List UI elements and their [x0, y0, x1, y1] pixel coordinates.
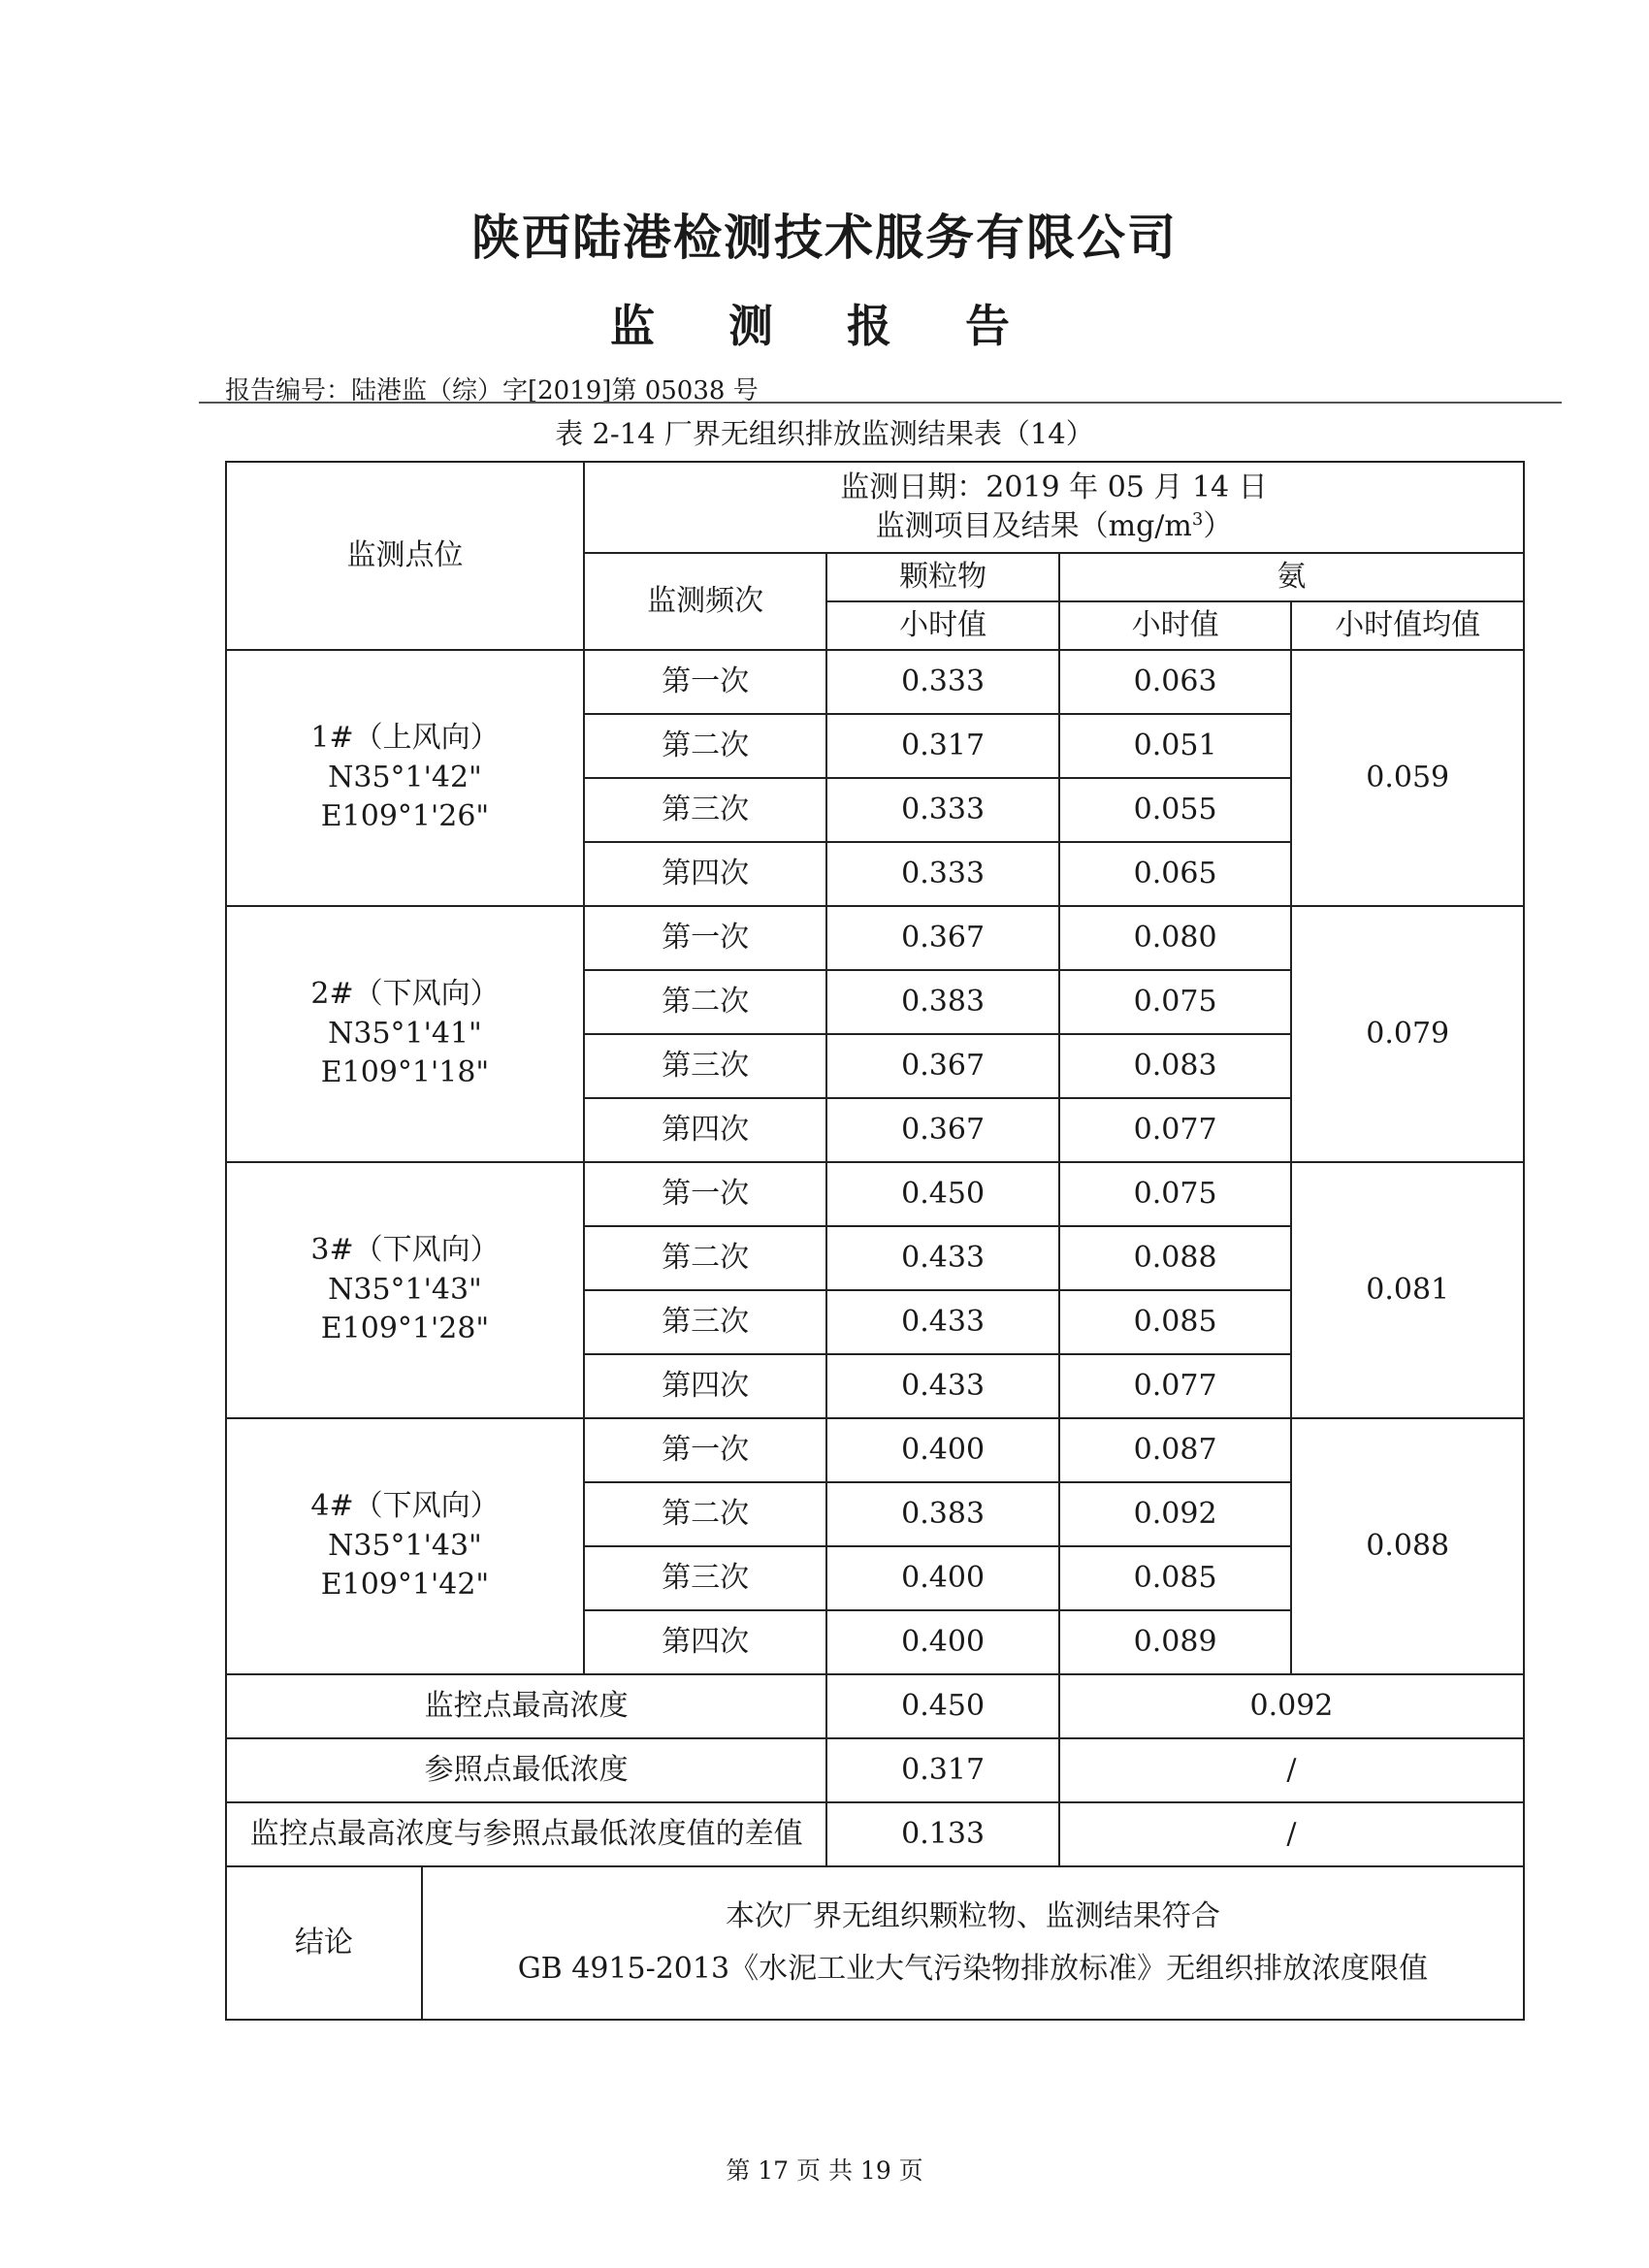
summary-nh3: 0.092 [1059, 1674, 1524, 1738]
monitoring-date: 监测日期：2019 年 05 月 14 日 [840, 470, 1268, 504]
nh3-header: 氨 [1059, 553, 1524, 601]
report-title: 监 测 报 告 [609, 300, 1040, 352]
pm-value-cell: 0.400 [826, 1546, 1059, 1610]
nh3-value-cell: 0.080 [1059, 906, 1292, 970]
pm-value-cell: 0.317 [826, 714, 1059, 778]
pm-header: 颗粒物 [826, 553, 1059, 601]
conclusion-text [422, 1866, 1524, 2020]
nh3-value-cell: 0.055 [1059, 778, 1292, 842]
point-header: 监测点位 [226, 462, 584, 650]
frequency-cell: 第四次 [584, 1098, 826, 1162]
nh3-value-cell: 0.077 [1059, 1098, 1292, 1162]
point-lon: E109°1'26" [320, 799, 490, 834]
point-name: 2#（下风向） [310, 977, 500, 1012]
frequency-cell: 第二次 [584, 1482, 826, 1546]
frequency-cell: 第二次 [584, 970, 826, 1034]
pm-value-cell: 0.367 [826, 1098, 1059, 1162]
point-lon: E109°1'28" [320, 1312, 490, 1346]
frequency-cell: 第一次 [584, 650, 826, 714]
nh3-avg-cell: 0.059 [1291, 650, 1524, 906]
pm-value-cell: 0.433 [826, 1290, 1059, 1354]
nh3-value-cell: 0.092 [1059, 1482, 1292, 1546]
point-lat: N35°1'42" [328, 760, 482, 794]
pm-value-cell: 0.400 [826, 1610, 1059, 1674]
report-number: 报告编号：陆港监（综）字[2019]第 05038 号 [225, 376, 759, 405]
frequency-cell: 第三次 [584, 1034, 826, 1098]
monitoring-results-table [225, 461, 1525, 2021]
pm-value-cell: 0.333 [826, 778, 1059, 842]
pm-value-cell: 0.383 [826, 970, 1059, 1034]
pm-value-cell: 0.433 [826, 1354, 1059, 1418]
summary-pm: 0.133 [826, 1802, 1059, 1866]
point-location-cell [226, 650, 584, 906]
frequency-cell: 第一次 [584, 1162, 826, 1226]
header-row-1 [226, 462, 1524, 553]
summary-row [226, 1738, 1524, 1802]
point-name: 3#（下风向） [310, 1233, 500, 1268]
summary-pm: 0.317 [826, 1738, 1059, 1802]
conclusion-line1: 本次厂界无组织颗粒物、监测结果符合 [725, 1899, 1220, 1933]
pm-hour-header: 小时值 [826, 601, 1059, 650]
nh3-value-cell: 0.075 [1059, 1162, 1292, 1226]
point-name: 4#（下风向） [310, 1489, 500, 1524]
nh3-value-cell: 0.089 [1059, 1610, 1292, 1674]
page-number: 第 17 页 共 19 页 [726, 2156, 923, 2185]
nh3-value-cell: 0.063 [1059, 650, 1292, 714]
frequency-cell: 第四次 [584, 1354, 826, 1418]
frequency-cell: 第二次 [584, 1226, 826, 1290]
pm-value-cell: 0.333 [826, 650, 1059, 714]
point-lat: N35°1'43" [328, 1528, 482, 1563]
summary-label: 参照点最低浓度 [226, 1738, 826, 1802]
frequency-cell: 第三次 [584, 778, 826, 842]
nh3-value-cell: 0.065 [1059, 842, 1292, 906]
nh3-value-cell: 0.075 [1059, 970, 1292, 1034]
point-lat: N35°1'41" [328, 1016, 482, 1051]
conclusion-label: 结论 [226, 1866, 422, 2020]
nh3-value-cell: 0.087 [1059, 1418, 1292, 1482]
nh3-value-cell: 0.085 [1059, 1546, 1292, 1610]
pm-value-cell: 0.433 [826, 1226, 1059, 1290]
point-location-cell [226, 1418, 584, 1674]
table-row [226, 1418, 1524, 1482]
table-row [226, 906, 1524, 970]
table-row [226, 1162, 1524, 1226]
nh3-value-cell: 0.077 [1059, 1354, 1292, 1418]
nh3-hour-header: 小时值 [1059, 601, 1292, 650]
frequency-cell: 第一次 [584, 906, 826, 970]
summary-row [226, 1674, 1524, 1738]
summary-nh3: / [1059, 1802, 1524, 1866]
freq-header: 监测频次 [584, 553, 826, 650]
frequency-cell: 第二次 [584, 714, 826, 778]
point-lat: N35°1'43" [328, 1272, 482, 1307]
frequency-cell: 第三次 [584, 1290, 826, 1354]
frequency-cell: 第一次 [584, 1418, 826, 1482]
summary-label: 监控点最高浓度 [226, 1674, 826, 1738]
pm-value-cell: 0.400 [826, 1418, 1059, 1482]
pm-value-cell: 0.383 [826, 1482, 1059, 1546]
nh3-value-cell: 0.051 [1059, 714, 1292, 778]
conclusion-line2: GB 4915-2013《水泥工业大气污染物排放标准》无组织排放浓度限值 [517, 1952, 1429, 1986]
summary-pm: 0.450 [826, 1674, 1059, 1738]
summary-nh3: / [1059, 1738, 1524, 1802]
table-caption: 表 2-14 厂界无组织排放监测结果表（14） [555, 417, 1094, 450]
point-lon: E109°1'42" [320, 1568, 490, 1603]
nh3-value-cell: 0.083 [1059, 1034, 1292, 1098]
point-location-cell [226, 1162, 584, 1418]
date-header [584, 462, 1524, 553]
nh3-value-cell: 0.088 [1059, 1226, 1292, 1290]
conclusion-row [226, 1866, 1524, 2020]
frequency-cell: 第三次 [584, 1546, 826, 1610]
nh3-value-cell: 0.085 [1059, 1290, 1292, 1354]
nh3-avg-cell: 0.081 [1291, 1162, 1524, 1418]
pm-value-cell: 0.333 [826, 842, 1059, 906]
pm-value-cell: 0.367 [826, 1034, 1059, 1098]
point-location-cell [226, 906, 584, 1162]
frequency-cell: 第四次 [584, 1610, 826, 1674]
company-name: 陕西陆港检测技术服务有限公司 [471, 210, 1178, 266]
point-name: 1#（上风向） [310, 721, 500, 756]
frequency-cell: 第四次 [584, 842, 826, 906]
table-row [226, 650, 1524, 714]
pm-value-cell: 0.450 [826, 1162, 1059, 1226]
nh3-avg-cell: 0.079 [1291, 906, 1524, 1162]
summary-row [226, 1802, 1524, 1866]
nh3-avg-cell: 0.088 [1291, 1418, 1524, 1674]
point-lon: E109°1'18" [320, 1055, 490, 1090]
pm-value-cell: 0.367 [826, 906, 1059, 970]
nh3-avg-header: 小时值均值 [1291, 601, 1524, 650]
summary-label: 监控点最高浓度与参照点最低浓度值的差值 [226, 1802, 826, 1866]
header-divider [199, 402, 1562, 404]
items-unit-line: 监测项目及结果$(mg/m^3)$ [875, 509, 1233, 543]
